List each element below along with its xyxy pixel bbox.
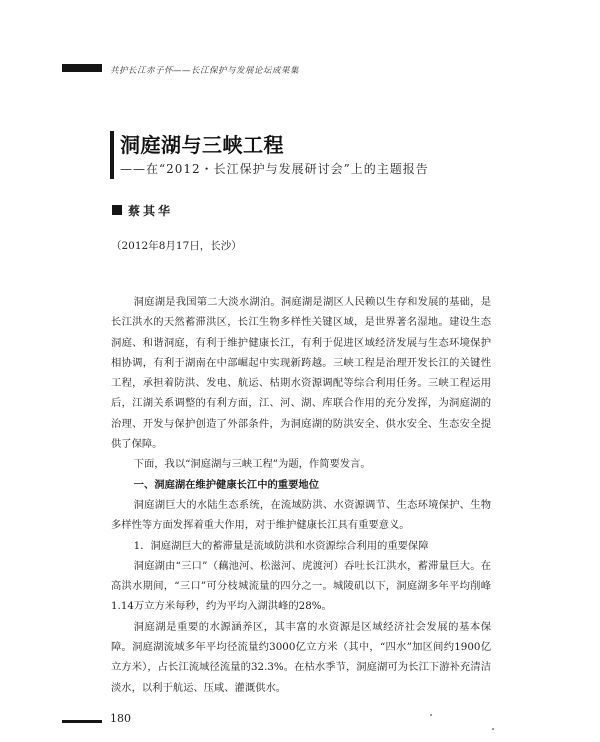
page-number: 180 xyxy=(110,712,131,725)
article-subtitle: ——在“2012・长江保护与发展研讨会”上的主题报告 xyxy=(120,162,429,176)
paragraph-section-1: 洞庭湖巨大的水陆生态系统，在流域防洪、水资源调节、生态环境保护、生物多样性等方面发挥着重大作用，对于维护健康长江具有重要意义。 xyxy=(111,498,491,532)
author-name: 蔡其华 xyxy=(128,204,174,218)
author-marker-icon xyxy=(112,205,122,215)
paragraph-water-resources: 洞庭湖是重要的水源涵养区，其丰富的水资源是区域经济社会发展的基本保障。洞庭湖流域多年平均径流量约3000亿立方米（其中，“四水”加区间约1900亿立方米），占长江流域径流量的32.3%。在枯水季节，洞庭湖可为长江下游补充清洁淡水，以利于航运、压咸、灌溉供水。 xyxy=(111,620,491,694)
paragraph-flood-storage: 洞庭湖由“三口”（藕池河、松滋河、虎渡河）吞吐长江洪水，蓄滞量巨大。在高洪水期间，“三口”可分枝城流量的四分之一。城陵矶以下，洞庭湖多年平均削峰1.14万立方米每秒，约为平均入湖洪峰的28%。 xyxy=(111,559,491,613)
footer-rule xyxy=(62,720,102,723)
scan-speck xyxy=(430,714,432,716)
header-rule xyxy=(62,64,102,72)
subsection-heading-1: 1．洞庭湖巨大的蓄滞量是流域防洪和水资源综合利用的重要保障 xyxy=(133,539,429,552)
paragraph-transition: 下面，我以“洞庭湖与三峡工程”为题，作简要发言。 xyxy=(133,458,371,471)
dateline: （2012年8月17日，长沙） xyxy=(111,240,242,252)
paragraph-intro: 洞庭湖是我国第二大淡水湖泊。洞庭湖是湖区人民赖以生存和发展的基础，是长江洪水的天然蓄滞洪区，长江生物多样性关键区域，是世界著名湿地。建设生态洞庭、和谐洞庭，有利于维护健康长江，有利于促进区域经济发展与生态环境保护相协调，有利于湖南在中部崛起中实现新跨越。三峡工程是治理开发长江的关键性工程，承担着防洪、发电、航运、枯期水资源调配等综合利用任务。三峡工程运用后，江湖关系调整的有利方面，江、河、湖、库联合作用的充分发挥，为洞庭湖的治理、开发与保护创造了外部条件，为洞庭湖的防洪安全、供水安全、生态安全提供了保障。 xyxy=(111,296,491,451)
article-title: 洞庭湖与三峡工程 xyxy=(120,133,284,157)
article-body xyxy=(111,292,491,698)
running-header: 共护长江赤子怀——长江保护与发展论坛成果集 xyxy=(110,66,300,76)
title-bar xyxy=(110,131,114,179)
scan-speck xyxy=(492,728,494,730)
section-heading-1: 一、洞庭湖在维护健康长江中的重要地位 xyxy=(133,478,319,491)
